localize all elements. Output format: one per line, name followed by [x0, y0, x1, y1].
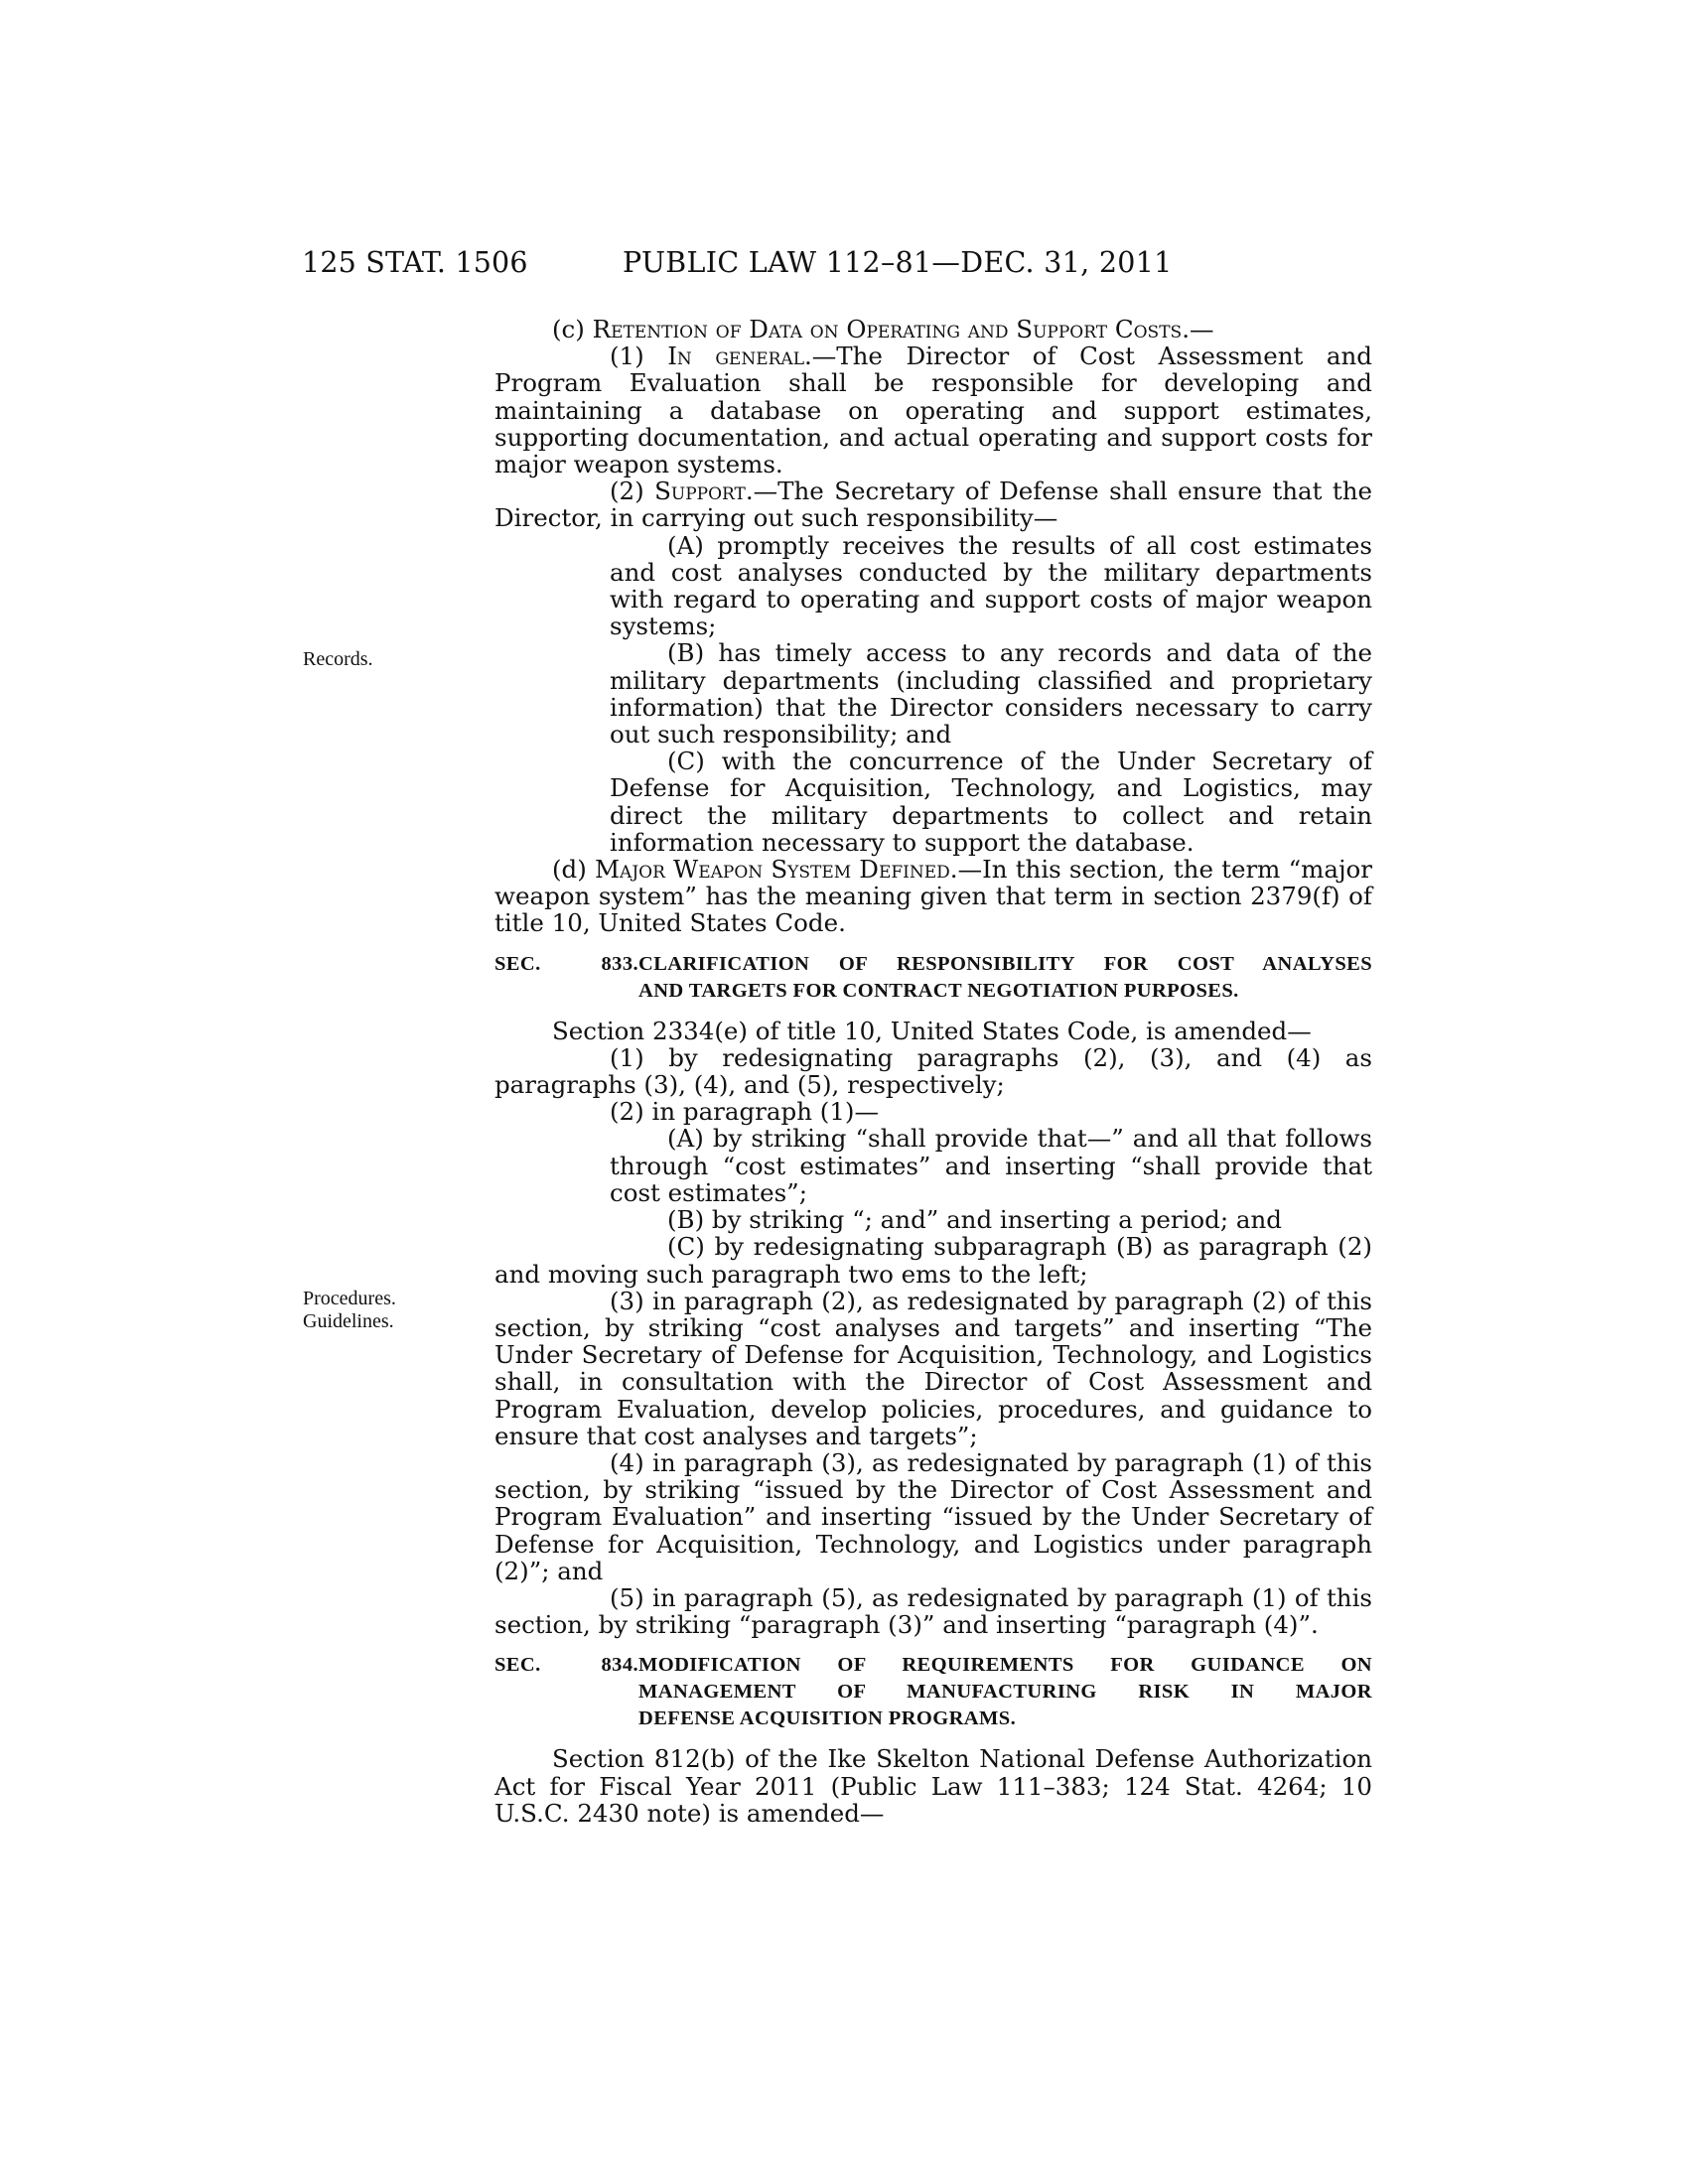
subsection-d-text: .—In this section, the term “major weapon system” has the meaning given that term in section 2379(f) of title 10, United States Code. — [494, 855, 1372, 938]
subsection-c-dash: .— — [1182, 315, 1214, 343]
section-833-subpara-a: (A) by striking “shall provide that—” and all that follows through “cost estimates” and inserting “shall provide that cost estimates”; — [610, 1124, 1372, 1207]
subsection-d — [494, 856, 1372, 937]
subsection-c-title: Retention of Data on Operating and Support Costs — [592, 315, 1183, 343]
section-833-subpara-b: (B) by striking “; and” and inserting a period; and — [667, 1205, 1282, 1235]
section-833-intro: Section 2334(e) of title 10, United States Code, is amended— — [552, 1016, 1312, 1045]
subparagraph-c-b: (B) has timely access to any records and data of the military departments (including classified and proprietary information) that the Director considers necessary to carry out such responsibility; and — [610, 638, 1372, 750]
subsection-d-heading: Major Weapon System Defined — [594, 855, 950, 885]
subsection-c-prefix: (c) — [552, 315, 593, 343]
paragraph-c1-prefix: (1) — [610, 341, 668, 371]
section-833-para-2: (2) in paragraph (1)— — [610, 1097, 879, 1127]
subparagraph-c-c: (C) with the concurrence of the Under Secretary of Defense for Acquisition, Technology, and Logistics, may direct the military departments to collect and retain information necessary to support the database. — [610, 747, 1372, 857]
subsection-c-heading — [494, 316, 1372, 342]
page-header — [0, 246, 1688, 286]
section-833-para-3: (3) in paragraph (2), as redesignated by paragraph (2) of this section, by striking “cost analyses and targets” and inserting “The Under Secretary of Defense for Acquisition, Technology, and Logistics shall, in consultation with the Director of Cost Assessment and Program Evaluation, develop policies, procedures, and guidance to ensure that cost analyses and targets”; — [494, 1286, 1372, 1450]
margin-note-guidelines-line: Guidelines. — [303, 1310, 394, 1332]
section-834-title-line1: MODIFICATION OF REQUIREMENTS FOR GUIDANCE ON — [638, 1654, 1372, 1677]
section-833-title-line1: CLARIFICATION OF RESPONSIBILITY FOR COST ANALYSES — [638, 952, 1372, 975]
margin-note-procedures-line: Procedures. — [303, 1288, 396, 1309]
section-833-subpara-c: (C) by redesignating subparagraph (B) as paragraph (2) and moving such paragraph two ems to the left; — [494, 1232, 1372, 1289]
subparagraph-c-a: (A) promptly receives the results of all cost estimates and cost analyses conducted by the military departments with regard to operating and support costs of major weapon systems; — [610, 530, 1372, 641]
paragraph-c2-text: .—The Secretary of Defense shall ensure that the Director, in carrying out such responsibility— — [494, 477, 1372, 533]
paragraph-c2-heading: Support — [654, 477, 746, 506]
paragraph-c2-prefix: (2) — [610, 477, 655, 506]
section-833-heading — [494, 951, 1372, 1005]
section-834-heading — [494, 1652, 1372, 1732]
section-834-title-line3: DEFENSE ACQUISITION PROGRAMS. — [638, 1707, 1017, 1730]
section-834-title-line2: MANAGEMENT OF MANUFACTURING RISK IN MAJOR — [638, 1681, 1372, 1704]
paragraph-c1-text: .—The Director of Cost Assessment and Program Evaluation shall be responsible for developing and maintaining a database on operating and support estimates, supporting documentation, and actual operating and support costs for major weapon systems. — [494, 341, 1372, 479]
document-body — [494, 316, 1372, 1827]
paragraph-c1-heading: In general — [667, 341, 804, 371]
section-833-title-line2: AND TARGETS FOR CONTRACT NEGOTIATION PURPOSES. — [638, 979, 1239, 1002]
section-834-intro: Section 812(b) of the Ike Skelton National Defense Authorization Act for Fiscal Year 2011 (Public Law 111–383; 124 Stat. 4264; 10 U.S.C. 2430 note) is amended— — [494, 1744, 1372, 1828]
section-833-number: SEC. 833. — [494, 952, 638, 975]
margin-note-records: Records. — [303, 648, 373, 670]
margin-note-procedures — [303, 1288, 396, 1333]
section-833-para-1: (1) by redesignating paragraphs (2), (3), and (4) as paragraphs (3), (4), and (5), respectively; — [494, 1042, 1372, 1100]
paragraph-c2 — [494, 478, 1372, 531]
paragraph-c1 — [494, 342, 1372, 478]
subsection-d-prefix: (d) — [552, 855, 595, 885]
statute-page-number: 125 STAT. 1506 — [302, 246, 528, 279]
section-833-para-4: (4) in paragraph (3), as redesignated by paragraph (1) of this section, by striking “issued by the Director of Cost Assessment and Program Evaluation” and inserting “issued by the Under Secretary of Defense for Acquisition, Technology, and Logistics under paragraph (2)”; and — [494, 1447, 1372, 1585]
section-833-para-5: (5) in paragraph (5), as redesignated by paragraph (1) of this section, by striking “paragraph (3)” and inserting “paragraph (4)”. — [494, 1582, 1372, 1640]
public-law-title: PUBLIC LAW 112–81—DEC. 31, 2011 — [623, 246, 1173, 279]
section-834-number: SEC. 834. — [494, 1654, 638, 1677]
